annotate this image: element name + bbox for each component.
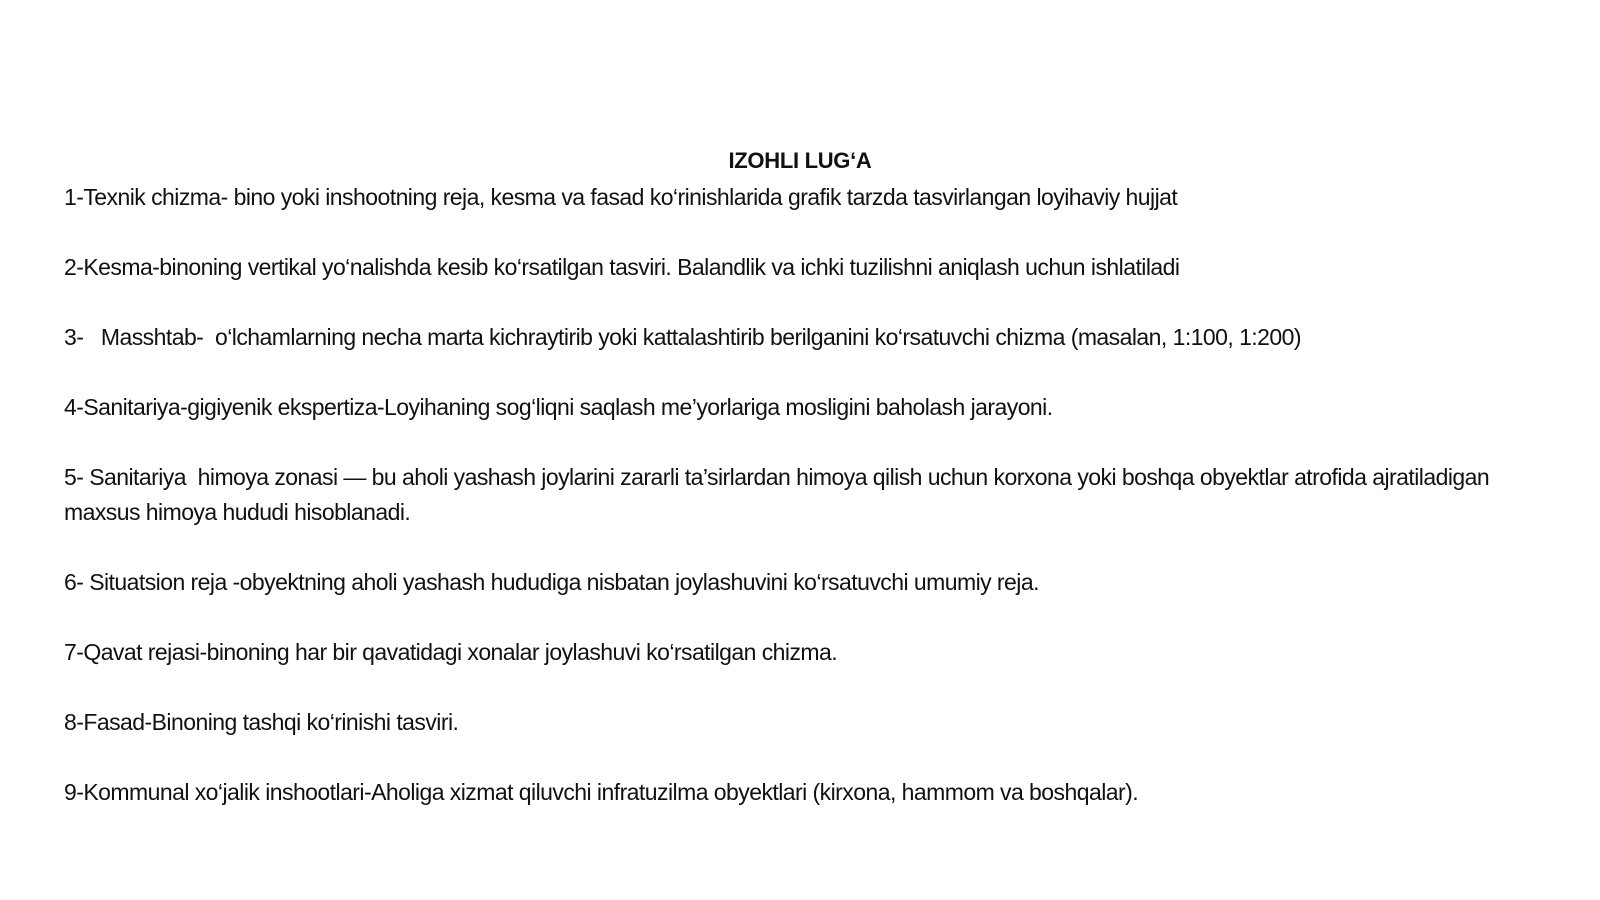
glossary-entry-4: 4-Sanitariya-gigiyenik ekspertiza-Loyihaning sog‘liqni saqlash me’yorlariga mosligini baholash jarayoni. [64,394,1053,420]
glossary-entry-2: 2-Kesma-binoning vertikal yo‘nalishda kesib ko‘rsatilgan tasviri. Balandlik va ichki tuzilishni aniqlash uchun ishlatiladi [64,254,1180,280]
glossary-entry-5: 5- Sanitariya himoya zonasi — bu aholi yashash joylarini zararli ta’sirlardan himoya qilish uchun korxona yoki boshqa obyektlar atrofida ajratiladigan maxsus himoya hududi hisoblanadi. [64,464,1495,525]
glossary-entry-3: 3- Masshtab- o‘lchamlarning necha marta kichraytirib yoki kattalashtirib berilganini ko‘rsatuvchi chizma (masalan, 1:100, 1:200) [64,324,1301,350]
glossary-entry-7: 7-Qavat rejasi-binoning har bir qavatidagi xonalar joylashuvi ko‘rsatilgan chizma. [64,639,838,665]
glossary-entry-8: 8-Fasad-Binoning tashqi ko‘rinishi tasviri. [64,709,459,735]
glossary-entry-6: 6- Situatsion reja -obyektning aholi yashash hududiga nisbatan joylashuvini ko‘rsatuvchi umumiy reja. [64,569,1039,595]
glossary-entry-9: 9-Kommunal xo‘jalik inshootlari-Aholiga xizmat qiluvchi infratuzilma obyektlari (kirxona, hammom va boshqalar). [64,779,1139,805]
glossary-entry-1: 1-Texnik chizma- bino yoki inshootning reja, kesma va fasad ko‘rinishlarida grafik tarzda tasvirlangan loyihaviy hujjat [64,184,1178,210]
glossary-list [64,180,1544,845]
page-title: IZOHLI LUG‘A [728,148,872,173]
